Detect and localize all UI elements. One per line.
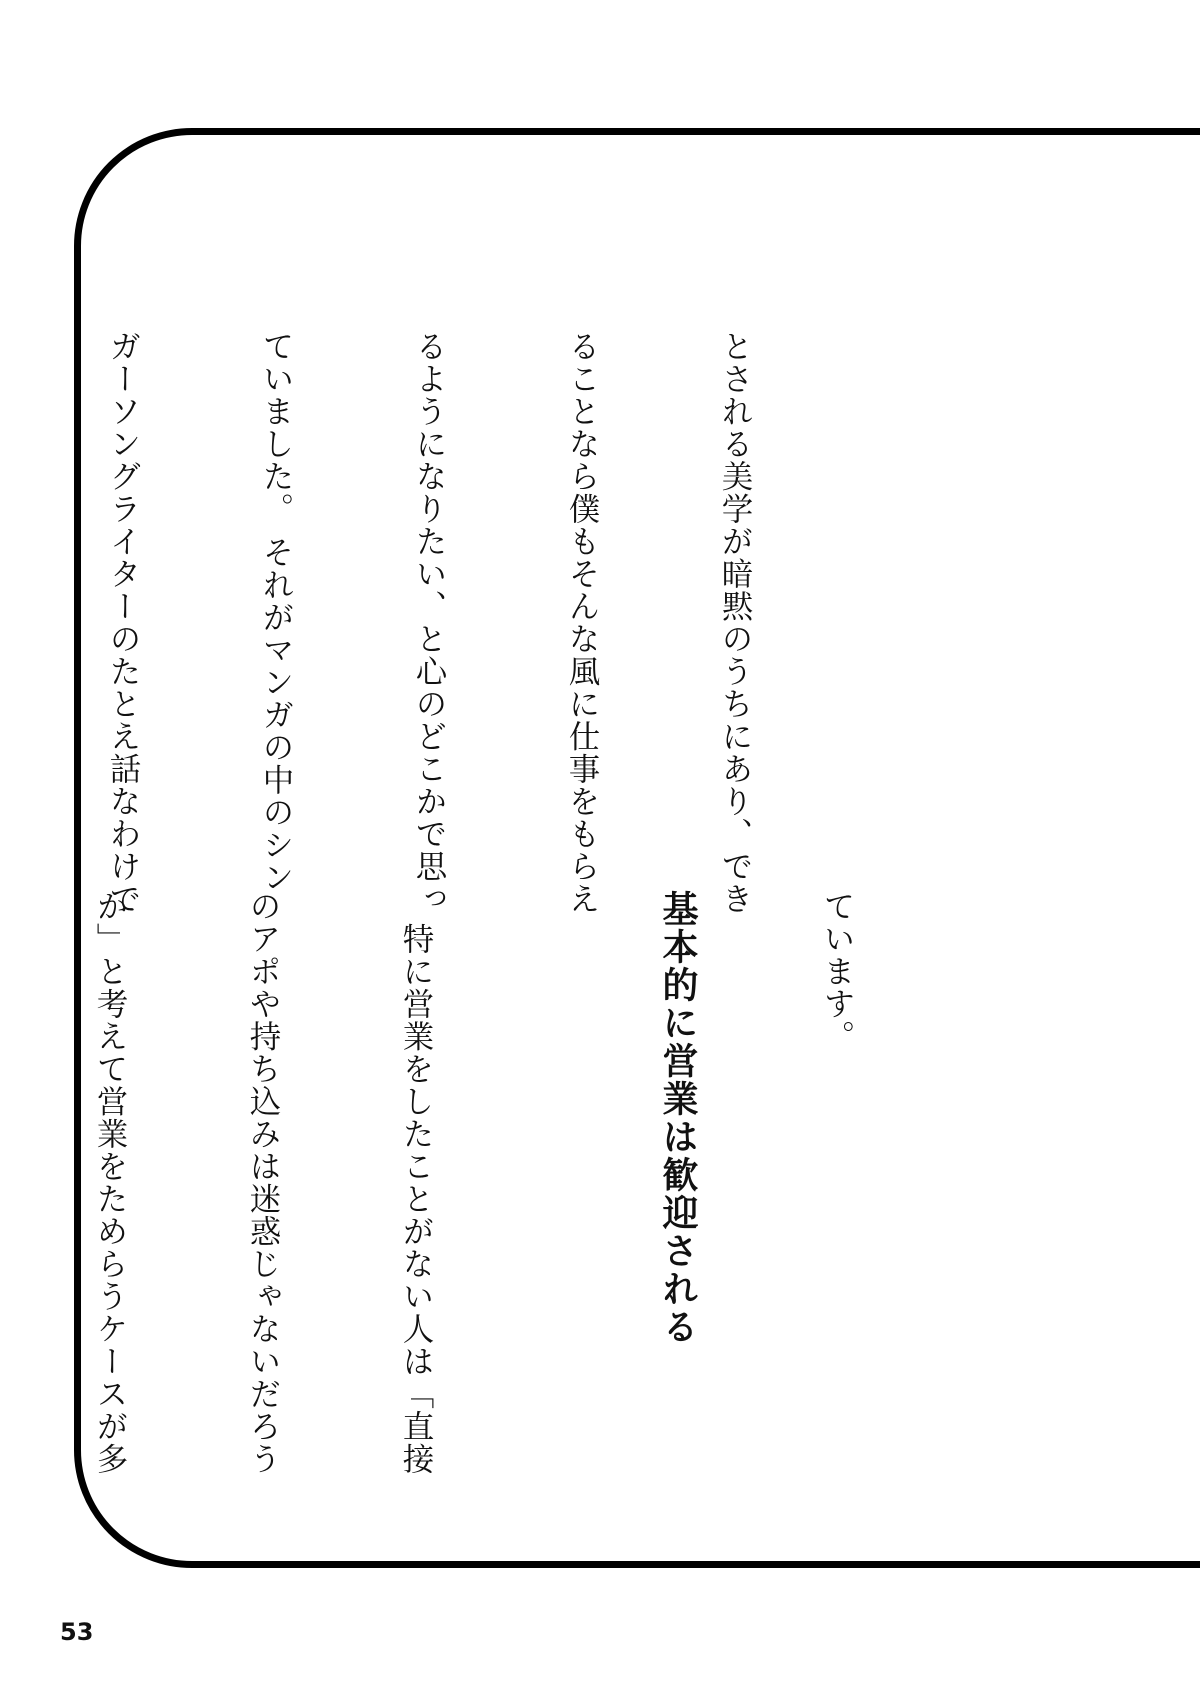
bottom-text-block — [0, 890, 964, 1508]
page-number: 53 — [60, 1618, 94, 1646]
line: ることなら僕もそんな風に仕事をもらえ — [564, 330, 600, 915]
paragraph-3 — [0, 890, 543, 1508]
line: 特に営業をしたことがない人は「直接 — [398, 890, 434, 1475]
line: とされる美学が暗黙のうちにあり、でき — [717, 330, 753, 915]
continuation-line: ています。 — [819, 890, 855, 1053]
line: のアポや持ち込みは迷惑じゃないだろう — [245, 890, 281, 1475]
section-heading: 基本的に営業は歓迎される — [657, 890, 698, 1346]
line: ていました。 それがマンガの中のシン — [258, 330, 294, 894]
top-text-block — [0, 330, 964, 929]
line: か」と考えて営業をためらうケースが多 — [92, 890, 128, 1475]
paragraph-1 — [0, 330, 862, 929]
line: ガーソングライターのたとえ話なわけで — [105, 330, 141, 915]
line: るようになりたい、と心のどこかで思っ — [411, 330, 447, 915]
